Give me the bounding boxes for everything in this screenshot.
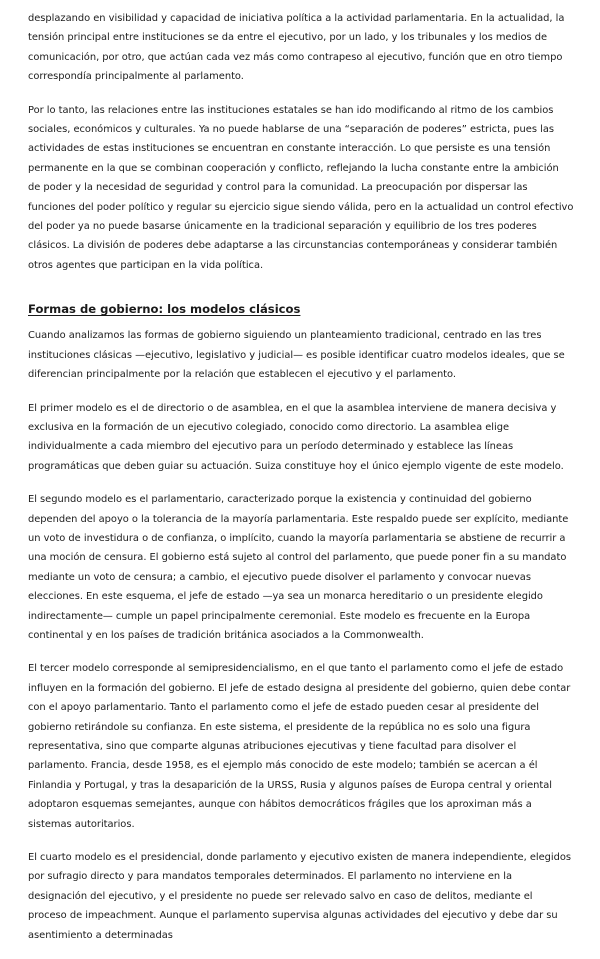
paragraph-first-model: El primer modelo es el de directorio o de asamblea, en el que la asamblea interviene de manera decisiva y exclusiva en la formación de un ejecutivo colegiado, conocido como directorio. La asamblea elige individualmente a cada miembro del ejecutivo para un período determinado y establece las líneas programáticas que deben guiar su actuación. Suiza constituye hoy el único ejemplo vigente de este modelo. xyxy=(28,402,564,472)
paragraph-second-model: El segundo modelo es el parlamentario, caracterizado porque la existencia y continuidad del gobierno dependen del apoyo o la tolerancia de la mayoría parlamentaria. Este respaldo puede ser explícito, mediante un voto de investidura o de confianza, o implícito, cuando la mayoría parlamentaria se abstiene de recurrir a una moción de censura. El gobierno está sujeto al control del parlamento, que puede poner fin a su mandato mediante un voto de censura; a cambio, el ejecutivo puede disolver el parlamento y convocar nuevas elecciones. En este esquema, el jefe de estado —ya sea un monarca hereditario o un presidente elegido indirectamente— cumple un papel principalmente ceremonial. Este modelo es frecuente en la Europa continental y en los países de tradición británica asociados a la Commonwealth. xyxy=(28,494,569,641)
section-heading: Formas de gobierno: los modelos clásicos xyxy=(28,302,301,317)
document-page xyxy=(28,9,574,959)
paragraph-models-intro: Cuando analizamos las formas de gobierno siguiendo un planteamiento tradicional, centrado en las tres instituciones clásicas —ejecutivo, legislativo y judicial— es posible identificar cuatro modelos ideales, que se diferencian principalmente por la relación que establecen el ejecutivo y el parlamento. xyxy=(28,330,565,381)
paragraph-intro-continuation: desplazando en visibilidad y capacidad de iniciativa política a la actividad parlamentaria. En la actualidad, la tensión principal entre instituciones se da entre el ejecutivo, por un lado, y los tribunales y los medios de comunicación, por otro, que actúan cada vez más como contrapeso al ejecutivo, función que en otro tiempo correspondía principalmente al parlamento. xyxy=(28,13,565,83)
paragraph-fourth-model: El cuarto modelo es el presidencial, donde parlamento y ejecutivo existen de manera independiente, elegidos por sufragio directo y para mandatos temporales determinados. El parlamento no interviene en la designación del ejecutivo, y el presidente no puede ser relevado salvo en caso de delitos, mediante el proceso de impeachment. Aunque el parlamento supervisa algunas actividades del ejecutivo y debe dar su asentimiento a determinadas xyxy=(28,852,572,941)
paragraph-third-model: El tercer modelo corresponde al semipresidencialismo, en el que tanto el parlamento como el jefe de estado influyen en la formación del gobierno. El jefe de estado designa al presidente del gobierno, quien debe contar con el apoyo parlamentario. Tanto el parlamento como el jefe de estado pueden cesar al presidente del gobierno retirándole su confianza. En este sistema, el presidente de la república no es solo una figura representativa, sino que comparte algunas atribuciones ejecutivas y tiene facultad para disolver el parlamento. Francia, desde 1958, es el ejemplo más conocido de este modelo; también se acercan a él Finlandia y Portugal, y tras la desaparición de la URSS, Rusia y algunos países de Europa central y oriental adoptaron esquemas semejantes, aunque con hábitos democráticos frágiles que los aproximan más a sistemas autoritarios. xyxy=(28,663,571,830)
paragraph-relations-institutions: Por lo tanto, las relaciones entre las instituciones estatales se han ido modificando al ritmo de los cambios sociales, económicos y culturales. Ya no puede hablarse de una “separación de poderes” estricta, pues las actividades de estas instituciones se encuentran en constante interacción. Lo que persiste es una tensión permanente en la que se combinan cooperación y conflicto, reflejando la lucha constante entre la ambición de poder y la necesidad de seguridad y control para la comunidad. La preocupación por dispersar las funciones del poder político y regular su ejercicio sigue siendo válida, pero en la actualidad un control efectivo del poder ya no puede basarse únicamente en la tradicional separación y equilibrio de los tres poderes clásicos. La división de poderes debe adaptarse a las circunstancias contemporáneas y considerar también otros agentes que participan en la vida política. xyxy=(28,104,574,271)
